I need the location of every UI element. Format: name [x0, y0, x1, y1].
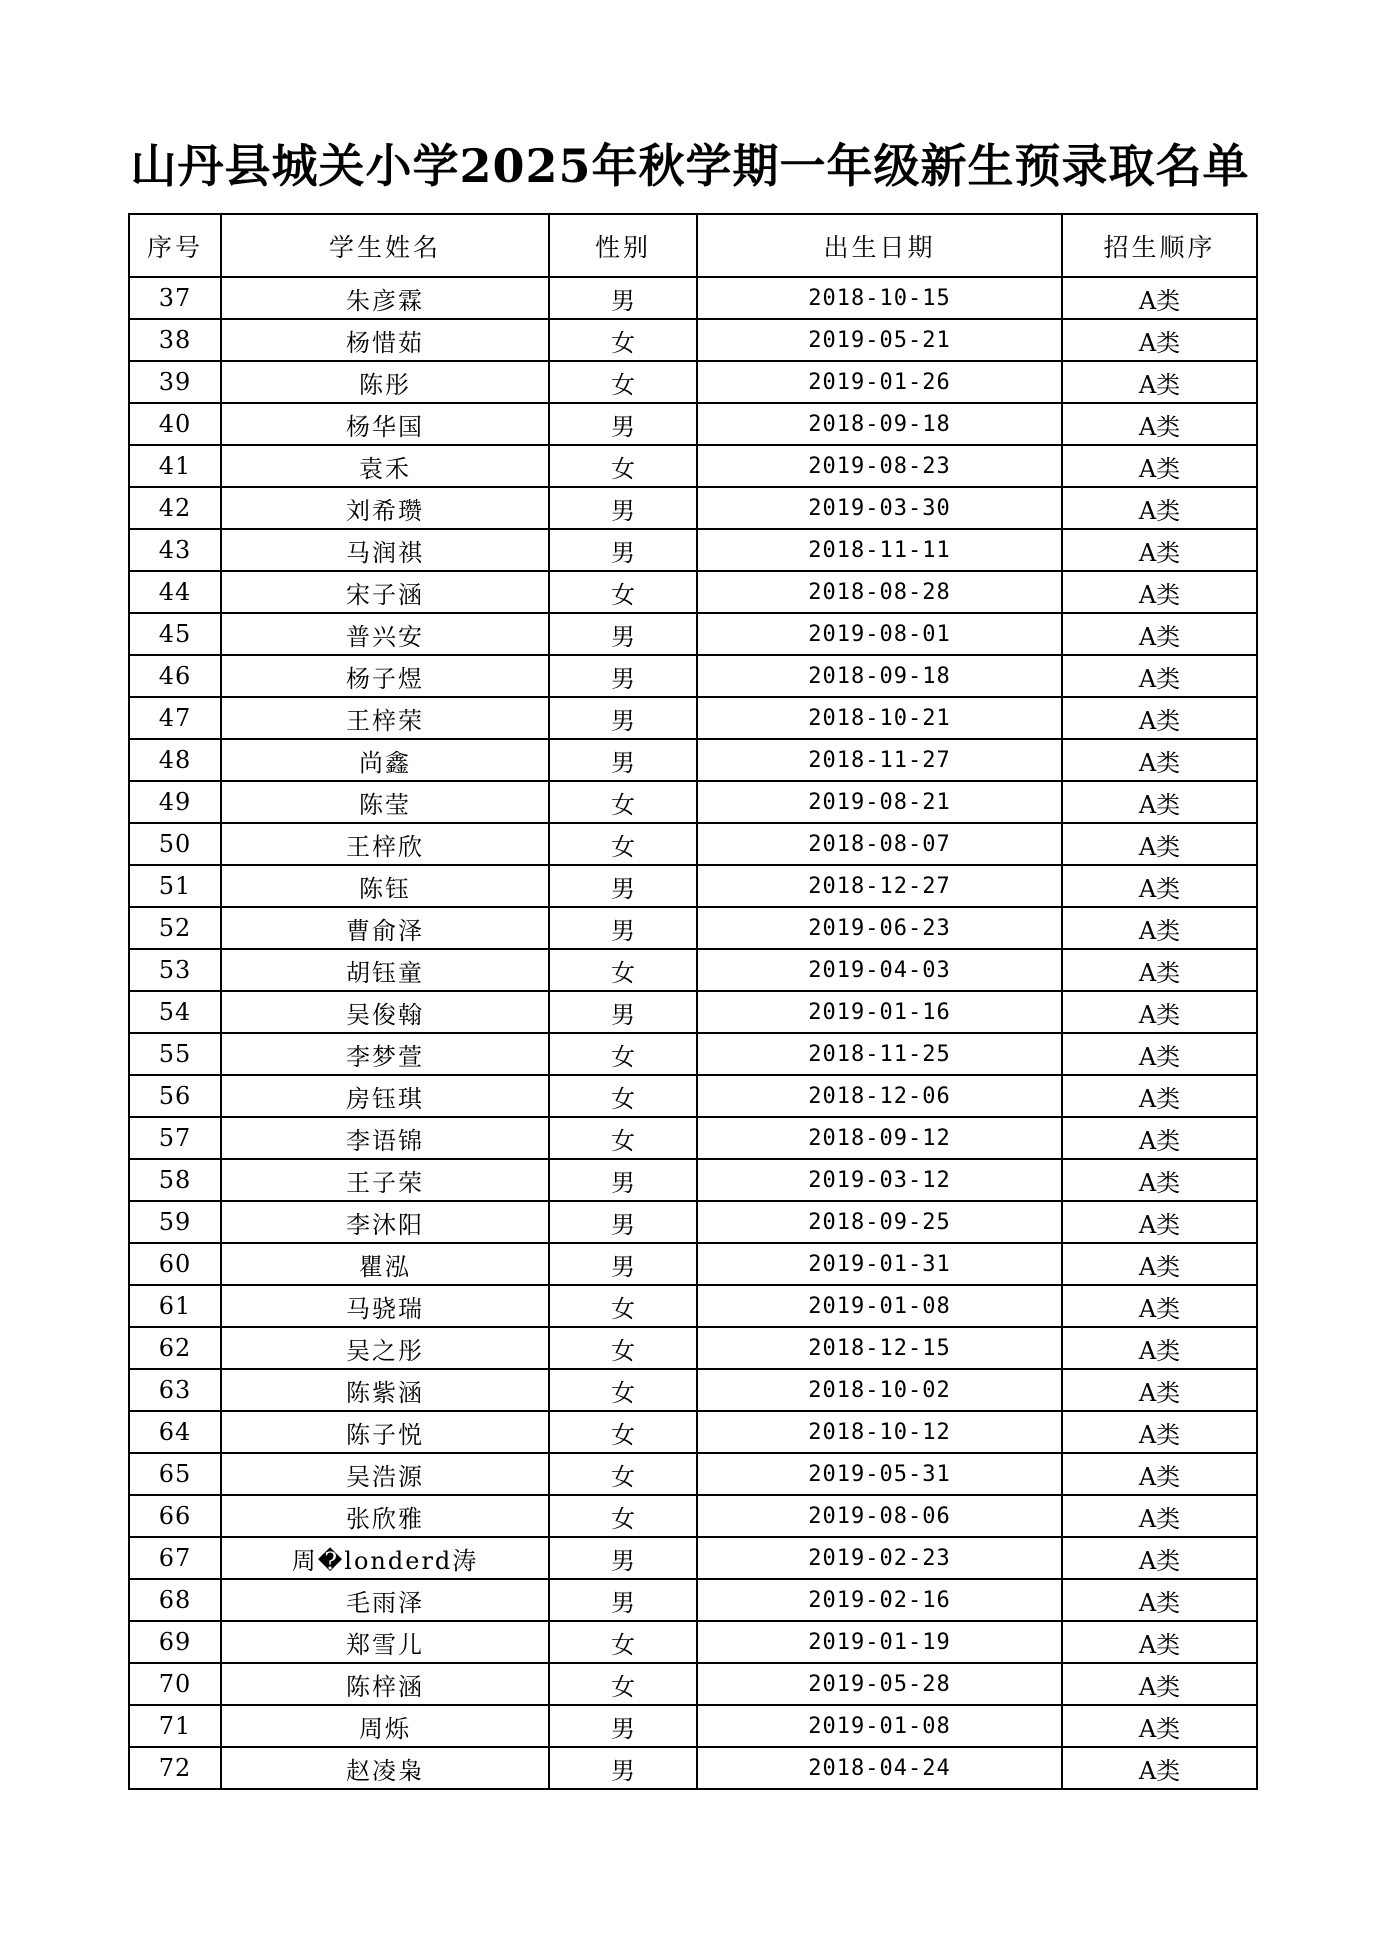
table-row	[129, 907, 1257, 949]
cell-student-name: 马骁瑞	[221, 1285, 549, 1327]
table-row	[129, 613, 1257, 655]
cell-admission-order: A类	[1062, 1495, 1257, 1537]
cell-birth-date: 2018-10-21	[697, 697, 1062, 739]
cell-gender: 女	[549, 1621, 697, 1663]
cell-admission-order: A类	[1062, 1327, 1257, 1369]
cell-gender: 女	[549, 1285, 697, 1327]
cell-birth-date: 2019-02-23	[697, 1537, 1062, 1579]
table-row	[129, 865, 1257, 907]
cell-gender: 男	[549, 1747, 697, 1789]
cell-admission-order: A类	[1062, 1285, 1257, 1327]
table-row	[129, 1663, 1257, 1705]
cell-student-name: 马润祺	[221, 529, 549, 571]
cell-student-name: 杨子煜	[221, 655, 549, 697]
admission-roster-table	[128, 213, 1258, 1790]
cell-gender: 男	[549, 613, 697, 655]
table-row	[129, 1537, 1257, 1579]
cell-admission-order: A类	[1062, 613, 1257, 655]
cell-serial-number: 57	[129, 1117, 221, 1159]
cell-birth-date: 2019-08-23	[697, 445, 1062, 487]
cell-admission-order: A类	[1062, 319, 1257, 361]
cell-admission-order: A类	[1062, 1117, 1257, 1159]
cell-birth-date: 2019-06-23	[697, 907, 1062, 949]
cell-student-name: 陈紫涵	[221, 1369, 549, 1411]
cell-admission-order: A类	[1062, 403, 1257, 445]
table-row	[129, 697, 1257, 739]
cell-serial-number: 65	[129, 1453, 221, 1495]
cell-birth-date: 2018-11-27	[697, 739, 1062, 781]
cell-birth-date: 2019-01-08	[697, 1285, 1062, 1327]
cell-student-name: 陈钰	[221, 865, 549, 907]
cell-serial-number: 58	[129, 1159, 221, 1201]
cell-birth-date: 2018-08-28	[697, 571, 1062, 613]
cell-serial-number: 40	[129, 403, 221, 445]
cell-birth-date: 2018-10-12	[697, 1411, 1062, 1453]
cell-gender: 女	[549, 1453, 697, 1495]
cell-admission-order: A类	[1062, 949, 1257, 991]
cell-serial-number: 37	[129, 277, 221, 319]
cell-serial-number: 44	[129, 571, 221, 613]
cell-gender: 女	[549, 823, 697, 865]
cell-admission-order: A类	[1062, 277, 1257, 319]
cell-student-name: 张欣雅	[221, 1495, 549, 1537]
cell-admission-order: A类	[1062, 1537, 1257, 1579]
cell-serial-number: 66	[129, 1495, 221, 1537]
cell-serial-number: 60	[129, 1243, 221, 1285]
cell-student-name: 陈梓涵	[221, 1663, 549, 1705]
cell-gender: 女	[549, 1033, 697, 1075]
cell-student-name: 王子荣	[221, 1159, 549, 1201]
cell-gender: 男	[549, 865, 697, 907]
table-row	[129, 1747, 1257, 1789]
cell-admission-order: A类	[1062, 991, 1257, 1033]
cell-student-name: 陈彤	[221, 361, 549, 403]
table-row	[129, 739, 1257, 781]
cell-gender: 女	[549, 1075, 697, 1117]
cell-gender: 女	[549, 1369, 697, 1411]
cell-admission-order: A类	[1062, 1369, 1257, 1411]
header-student-name: 学生姓名	[221, 214, 549, 277]
cell-gender: 女	[549, 445, 697, 487]
cell-birth-date: 2019-03-30	[697, 487, 1062, 529]
cell-student-name: 吴俊翰	[221, 991, 549, 1033]
cell-gender: 女	[549, 1411, 697, 1453]
cell-serial-number: 54	[129, 991, 221, 1033]
cell-serial-number: 71	[129, 1705, 221, 1747]
cell-gender: 女	[549, 1117, 697, 1159]
table-row	[129, 1033, 1257, 1075]
cell-gender: 女	[549, 361, 697, 403]
cell-admission-order: A类	[1062, 1201, 1257, 1243]
cell-admission-order: A类	[1062, 907, 1257, 949]
cell-gender: 女	[549, 319, 697, 361]
cell-admission-order: A类	[1062, 739, 1257, 781]
cell-serial-number: 63	[129, 1369, 221, 1411]
cell-gender: 男	[549, 1537, 697, 1579]
header-birth-date: 出生日期	[697, 214, 1062, 277]
cell-birth-date: 2019-03-12	[697, 1159, 1062, 1201]
table-row	[129, 1201, 1257, 1243]
cell-gender: 女	[549, 1327, 697, 1369]
cell-birth-date: 2018-11-11	[697, 529, 1062, 571]
table-row	[129, 1411, 1257, 1453]
cell-gender: 女	[549, 1495, 697, 1537]
cell-serial-number: 61	[129, 1285, 221, 1327]
cell-admission-order: A类	[1062, 697, 1257, 739]
table-row	[129, 571, 1257, 613]
table-row	[129, 529, 1257, 571]
cell-student-name: 王梓荣	[221, 697, 549, 739]
cell-gender: 男	[549, 1243, 697, 1285]
cell-serial-number: 59	[129, 1201, 221, 1243]
cell-gender: 男	[549, 403, 697, 445]
table-row	[129, 1705, 1257, 1747]
cell-birth-date: 2019-08-21	[697, 781, 1062, 823]
cell-admission-order: A类	[1062, 1579, 1257, 1621]
header-gender: 性别	[549, 214, 697, 277]
header-serial-number: 序号	[129, 214, 221, 277]
table-row	[129, 319, 1257, 361]
cell-student-name: 陈子悦	[221, 1411, 549, 1453]
cell-serial-number: 43	[129, 529, 221, 571]
table-row	[129, 445, 1257, 487]
cell-admission-order: A类	[1062, 1159, 1257, 1201]
cell-birth-date: 2018-12-15	[697, 1327, 1062, 1369]
table-header	[129, 214, 1257, 277]
cell-student-name: 周�londerd涛	[221, 1537, 549, 1579]
cell-serial-number: 70	[129, 1663, 221, 1705]
cell-student-name: 刘希瓒	[221, 487, 549, 529]
cell-gender: 女	[549, 571, 697, 613]
cell-gender: 男	[549, 1705, 697, 1747]
cell-serial-number: 50	[129, 823, 221, 865]
cell-serial-number: 53	[129, 949, 221, 991]
cell-admission-order: A类	[1062, 1747, 1257, 1789]
cell-birth-date: 2018-10-15	[697, 277, 1062, 319]
table-body	[129, 277, 1257, 1789]
cell-birth-date: 2018-09-12	[697, 1117, 1062, 1159]
cell-student-name: 朱彦霖	[221, 277, 549, 319]
cell-admission-order: A类	[1062, 1033, 1257, 1075]
cell-admission-order: A类	[1062, 1243, 1257, 1285]
cell-birth-date: 2018-12-06	[697, 1075, 1062, 1117]
header-admission-order: 招生顺序	[1062, 214, 1257, 277]
cell-serial-number: 47	[129, 697, 221, 739]
cell-admission-order: A类	[1062, 1411, 1257, 1453]
table-row	[129, 1453, 1257, 1495]
cell-gender: 女	[549, 949, 697, 991]
table-row	[129, 823, 1257, 865]
cell-serial-number: 51	[129, 865, 221, 907]
cell-birth-date: 2018-10-02	[697, 1369, 1062, 1411]
cell-serial-number: 46	[129, 655, 221, 697]
cell-admission-order: A类	[1062, 487, 1257, 529]
cell-student-name: 房钰琪	[221, 1075, 549, 1117]
cell-gender: 女	[549, 781, 697, 823]
cell-birth-date: 2019-02-16	[697, 1579, 1062, 1621]
cell-serial-number: 72	[129, 1747, 221, 1789]
cell-student-name: 李沐阳	[221, 1201, 549, 1243]
table-row	[129, 1285, 1257, 1327]
cell-birth-date: 2019-08-06	[697, 1495, 1062, 1537]
cell-student-name: 周烁	[221, 1705, 549, 1747]
table-row	[129, 1117, 1257, 1159]
cell-student-name: 胡钰童	[221, 949, 549, 991]
cell-student-name: 吴之彤	[221, 1327, 549, 1369]
table-row	[129, 1243, 1257, 1285]
cell-admission-order: A类	[1062, 823, 1257, 865]
cell-serial-number: 69	[129, 1621, 221, 1663]
header-row	[129, 214, 1257, 277]
cell-admission-order: A类	[1062, 571, 1257, 613]
cell-gender: 男	[549, 529, 697, 571]
table-row	[129, 1327, 1257, 1369]
cell-gender: 男	[549, 907, 697, 949]
cell-birth-date: 2019-01-08	[697, 1705, 1062, 1747]
cell-birth-date: 2019-05-31	[697, 1453, 1062, 1495]
cell-birth-date: 2019-04-03	[697, 949, 1062, 991]
cell-student-name: 李梦萱	[221, 1033, 549, 1075]
table-row	[129, 1159, 1257, 1201]
cell-gender: 男	[549, 1159, 697, 1201]
cell-student-name: 郑雪儿	[221, 1621, 549, 1663]
cell-serial-number: 64	[129, 1411, 221, 1453]
cell-admission-order: A类	[1062, 361, 1257, 403]
cell-student-name: 普兴安	[221, 613, 549, 655]
table-row	[129, 1579, 1257, 1621]
table-row	[129, 1621, 1257, 1663]
cell-admission-order: A类	[1062, 1075, 1257, 1117]
cell-birth-date: 2018-09-25	[697, 1201, 1062, 1243]
document-title: 山丹县城关小学2025年秋学期一年级新生预录取名单	[130, 139, 1250, 193]
cell-gender: 男	[549, 1579, 697, 1621]
cell-admission-order: A类	[1062, 1453, 1257, 1495]
cell-admission-order: A类	[1062, 445, 1257, 487]
table-row	[129, 991, 1257, 1033]
cell-birth-date: 2018-09-18	[697, 655, 1062, 697]
cell-admission-order: A类	[1062, 529, 1257, 571]
cell-admission-order: A类	[1062, 781, 1257, 823]
cell-admission-order: A类	[1062, 1621, 1257, 1663]
table-row	[129, 361, 1257, 403]
cell-birth-date: 2019-05-21	[697, 319, 1062, 361]
cell-gender: 男	[549, 277, 697, 319]
cell-student-name: 尚鑫	[221, 739, 549, 781]
table-row	[129, 1369, 1257, 1411]
cell-admission-order: A类	[1062, 655, 1257, 697]
cell-birth-date: 2019-08-01	[697, 613, 1062, 655]
cell-admission-order: A类	[1062, 1705, 1257, 1747]
table-row	[129, 277, 1257, 319]
cell-birth-date: 2019-01-19	[697, 1621, 1062, 1663]
cell-serial-number: 48	[129, 739, 221, 781]
cell-serial-number: 67	[129, 1537, 221, 1579]
cell-admission-order: A类	[1062, 865, 1257, 907]
table-row	[129, 1075, 1257, 1117]
cell-gender: 男	[549, 655, 697, 697]
cell-student-name: 毛雨泽	[221, 1579, 549, 1621]
cell-gender: 男	[549, 487, 697, 529]
cell-serial-number: 55	[129, 1033, 221, 1075]
table-row	[129, 949, 1257, 991]
cell-birth-date: 2019-01-31	[697, 1243, 1062, 1285]
cell-student-name: 瞿泓	[221, 1243, 549, 1285]
cell-gender: 男	[549, 739, 697, 781]
cell-serial-number: 56	[129, 1075, 221, 1117]
cell-student-name: 赵凌枭	[221, 1747, 549, 1789]
cell-serial-number: 42	[129, 487, 221, 529]
table-row	[129, 487, 1257, 529]
cell-student-name: 陈莹	[221, 781, 549, 823]
cell-gender: 女	[549, 1663, 697, 1705]
table-row	[129, 781, 1257, 823]
cell-student-name: 杨惜茹	[221, 319, 549, 361]
cell-birth-date: 2019-01-26	[697, 361, 1062, 403]
cell-birth-date: 2019-05-28	[697, 1663, 1062, 1705]
cell-serial-number: 49	[129, 781, 221, 823]
table-row	[129, 403, 1257, 445]
cell-birth-date: 2018-04-24	[697, 1747, 1062, 1789]
cell-student-name: 曹俞泽	[221, 907, 549, 949]
cell-serial-number: 41	[129, 445, 221, 487]
table-row	[129, 1495, 1257, 1537]
cell-gender: 男	[549, 1201, 697, 1243]
cell-serial-number: 68	[129, 1579, 221, 1621]
cell-birth-date: 2018-11-25	[697, 1033, 1062, 1075]
cell-serial-number: 38	[129, 319, 221, 361]
cell-admission-order: A类	[1062, 1663, 1257, 1705]
cell-gender: 男	[549, 991, 697, 1033]
cell-student-name: 吴浩源	[221, 1453, 549, 1495]
cell-serial-number: 45	[129, 613, 221, 655]
cell-serial-number: 39	[129, 361, 221, 403]
table-row	[129, 655, 1257, 697]
cell-birth-date: 2018-08-07	[697, 823, 1062, 865]
cell-birth-date: 2018-09-18	[697, 403, 1062, 445]
cell-student-name: 李语锦	[221, 1117, 549, 1159]
cell-serial-number: 62	[129, 1327, 221, 1369]
cell-student-name: 杨华国	[221, 403, 549, 445]
cell-birth-date: 2018-12-27	[697, 865, 1062, 907]
cell-birth-date: 2019-01-16	[697, 991, 1062, 1033]
cell-gender: 男	[549, 697, 697, 739]
cell-serial-number: 52	[129, 907, 221, 949]
cell-student-name: 王梓欣	[221, 823, 549, 865]
cell-student-name: 袁禾	[221, 445, 549, 487]
cell-student-name: 宋子涵	[221, 571, 549, 613]
